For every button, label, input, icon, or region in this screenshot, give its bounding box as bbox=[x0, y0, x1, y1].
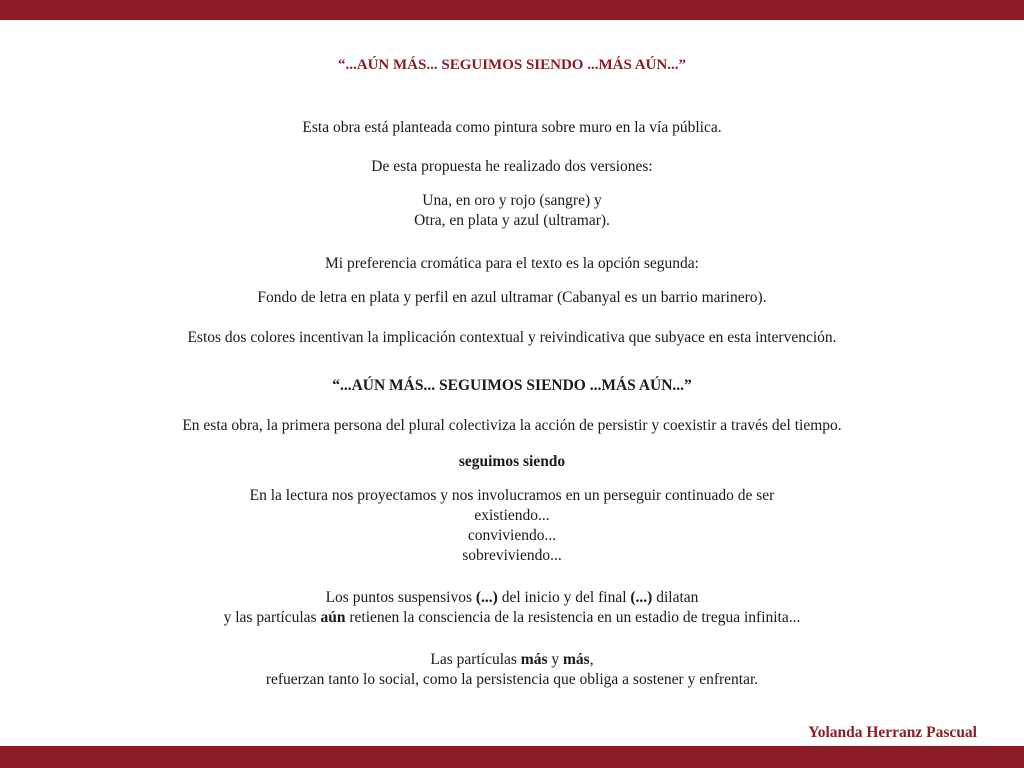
keyword-heading: seguimos siendo bbox=[458, 453, 566, 470]
particles-text-a: y las partículas bbox=[223, 609, 321, 626]
reinforce-text: refuerzan tanto lo social, como la persistencia que obliga a sostener y enfrentar. bbox=[265, 671, 759, 688]
reading-text: En la lectura nos proyectamos y nos involucramos en un perseguir continuado de ser bbox=[249, 487, 775, 504]
dots-text-a: Los puntos suspensivos bbox=[325, 589, 476, 606]
mas-keyword-1: más bbox=[520, 651, 548, 668]
mas-text-a: Las partículas bbox=[430, 651, 521, 668]
intro-paragraph: Esta obra está planteada como pintura sobre muro en la vía pública. bbox=[302, 119, 722, 136]
page-title: “...AÚN MÁS... SEGUIMOS SIENDO ...MÁS AÚN...” bbox=[338, 57, 686, 73]
particles-keyword: aún bbox=[320, 609, 346, 626]
first-person-text: En esta obra, la primera persona del plural colectiviza la acción de persistir y coexistir a través del tiempo. bbox=[182, 417, 842, 434]
author-signature: Yolanda Herranz Pascual bbox=[808, 724, 977, 741]
version-one: Una, en oro y rojo (sangre) y bbox=[422, 192, 602, 209]
subtitle: “...AÚN MÁS... SEGUIMOS SIENDO ...MÁS AÚN...” bbox=[332, 377, 692, 394]
mas-keyword-2: más bbox=[563, 651, 590, 668]
background-text: Fondo de letra en plata y perfil en azul ultramar (Cabanyal es un barrio marinero). bbox=[257, 289, 767, 306]
version-two: Otra, en plata y azul (ultramar). bbox=[414, 212, 610, 229]
bottom-band bbox=[0, 746, 1024, 768]
dots-mark-start: (...) bbox=[475, 589, 498, 606]
coexisting-text: conviviendo... bbox=[467, 527, 557, 544]
colors-text: Estos dos colores incentivan la implicación contextual y reivindicativa que subyace en esta intervención. bbox=[187, 329, 837, 346]
particles-line bbox=[0, 608, 1024, 628]
existing-text: existiendo... bbox=[474, 507, 550, 524]
mas-text-c: y bbox=[547, 651, 563, 668]
mas-text-e: , bbox=[589, 651, 594, 668]
versions-intro: De esta propuesta he realizado dos versiones: bbox=[371, 158, 653, 175]
dots-text-e: dilatan bbox=[652, 589, 699, 606]
top-band bbox=[0, 0, 1024, 20]
dots-text-c: del inicio y del final bbox=[497, 589, 631, 606]
particles-text-c: retienen la consciencia de la resistencia en un estadio de tregua infinita... bbox=[345, 609, 801, 626]
surviving-text: sobreviviendo... bbox=[462, 547, 562, 564]
dots-mark-end: (...) bbox=[630, 589, 653, 606]
dots-line bbox=[0, 588, 1024, 608]
preference-text: Mi preferencia cromática para el texto es la opción segunda: bbox=[325, 255, 699, 272]
mas-line bbox=[0, 650, 1024, 670]
